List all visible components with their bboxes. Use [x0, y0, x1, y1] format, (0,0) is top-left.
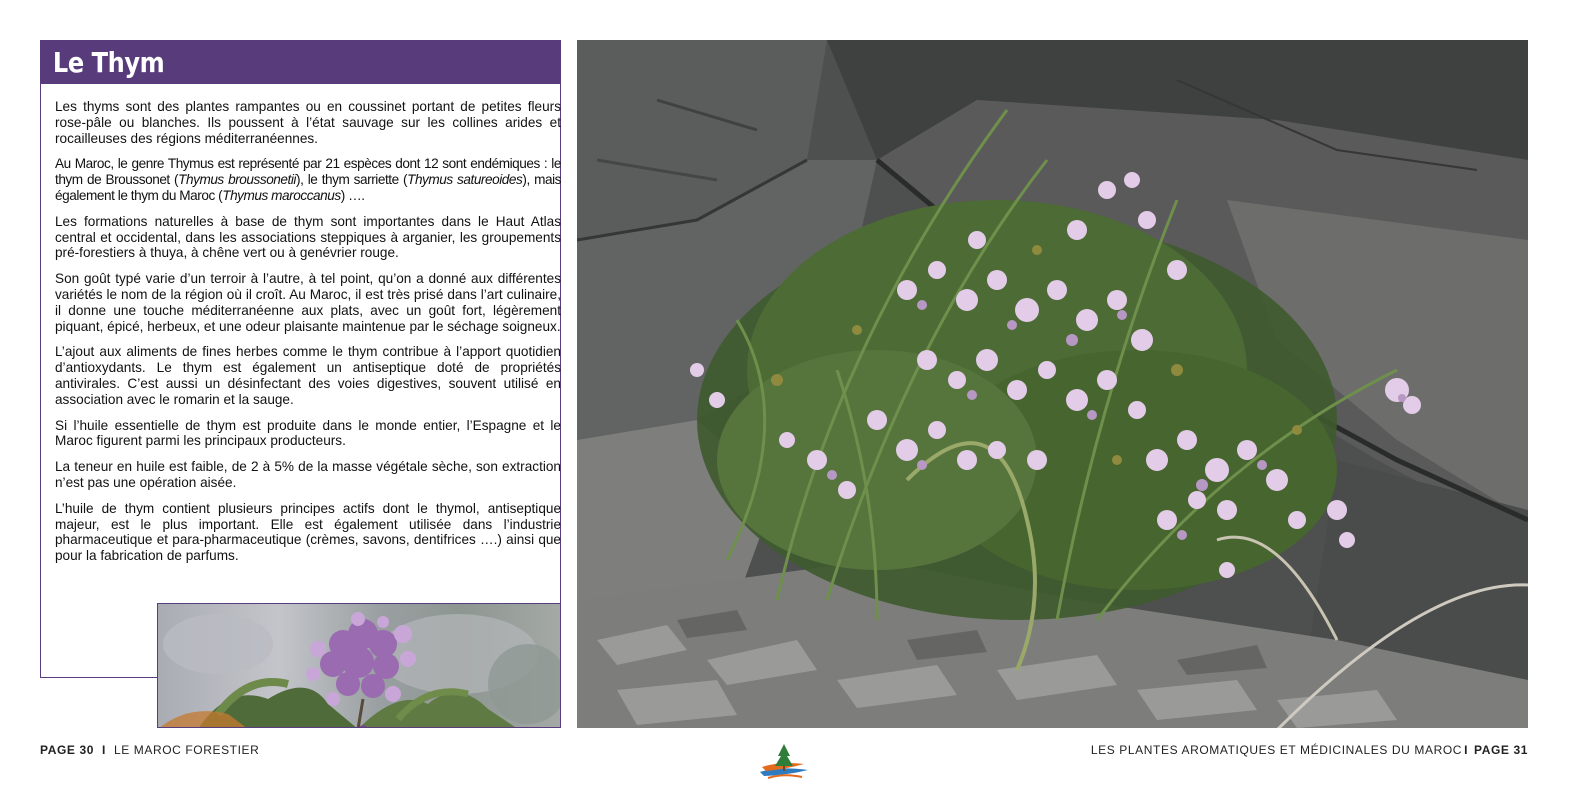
species-broussonetii: Thymus broussonetii: [178, 172, 296, 188]
title-bar: [40, 40, 561, 84]
p2-part-e: ), mais également le thym du Maroc (: [55, 172, 561, 203]
paragraph-4: Son goût typé varie d’un terroir à l’autre, à tel point, qu’on a donné aux différentes variétés le nom de la région où il croît. Au Maroc, il est très prisé dans l’art culinaire, il donne une touche méditerranéenne aux plats, avec un goût fort, légèrement piquant, épicé, herbeux, et une odeur plaisante maintenue par le séchage soigneux.: [55, 271, 561, 334]
paragraph-1: Les thyms sont des plantes rampantes ou en coussinet portant de petites fleurs rose-pâle ou blanches. Ils poussent à l’état sauvage sur les collines arides et rocailleuses des régions méditerranéennes.: [55, 99, 561, 146]
p2-part-a: Au Maroc, le genre Thymus est représenté par 21 espèces dont 12 sont endémiques : le thym de Broussonet (: [55, 156, 561, 188]
paragraph-5: L’ajout aux aliments de fines herbes comme le thym contribue à l’apport quotidien d’antioxydants. Le thym est également un antiseptique doté de propriétés antivirales. C’est aussi un désinfectant des voies digestives, souvent utilisé en association avec le romarin et la sauge.: [55, 344, 561, 407]
paragraph-2: [55, 156, 561, 203]
left-separator: I: [102, 743, 106, 757]
species-satureoides: Thymus satureoides: [407, 172, 523, 188]
species-maroccanus: Thymus maroccanus: [222, 187, 341, 203]
paragraph-3: Les formations naturelles à base de thym sont importantes dans le Haut Atlas central et occidental, dans les associations steppiques à arganier, les groupements pré-forestiers à thuya, à chêne vert ou à genévrier rouge.: [55, 213, 561, 261]
left-page-number: PAGE 30: [40, 743, 94, 757]
thyme-plant-on-rocks-photo: [577, 40, 1528, 728]
thyme-flower-closeup-photo: [157, 603, 561, 728]
footer-right: [1091, 743, 1528, 757]
right-running-title: LES PLANTES AROMATIQUES ET MÉDICINALES DU MAROC: [1090, 743, 1463, 757]
page-title: Le Thym: [52, 46, 165, 79]
paragraph-6: Si l’huile essentielle de thym est produite dans le monde entier, l’Espagne et le Maroc figurent parmi les principaux producteurs.: [55, 417, 561, 449]
right-separator: I: [1464, 743, 1468, 757]
right-page-number: PAGE 31: [1474, 743, 1528, 757]
p2-part-g: ) ….: [340, 187, 365, 203]
left-running-title: LE MAROC FORESTIER: [113, 743, 260, 757]
p2-part-c: ), le thym sarriette (: [296, 172, 408, 188]
article-body: [55, 99, 561, 574]
forest-logo-icon: [758, 742, 810, 782]
footer-left: [40, 743, 259, 757]
paragraph-7: La teneur en huile est faible, de 2 à 5% de la masse végétale sèche, son extraction n’est pas une opération aisée.: [55, 459, 561, 490]
paragraph-8: L’huile de thym contient plusieurs principes actifs dont le thymol, antiseptique majeur, est le plus important. Elle est également utilisée dans l’industrie pharmaceutique et para-pharmaceutique (crèmes, savons, dentifrices ….) ainsi que pour la fabrication de parfums.: [55, 500, 561, 564]
